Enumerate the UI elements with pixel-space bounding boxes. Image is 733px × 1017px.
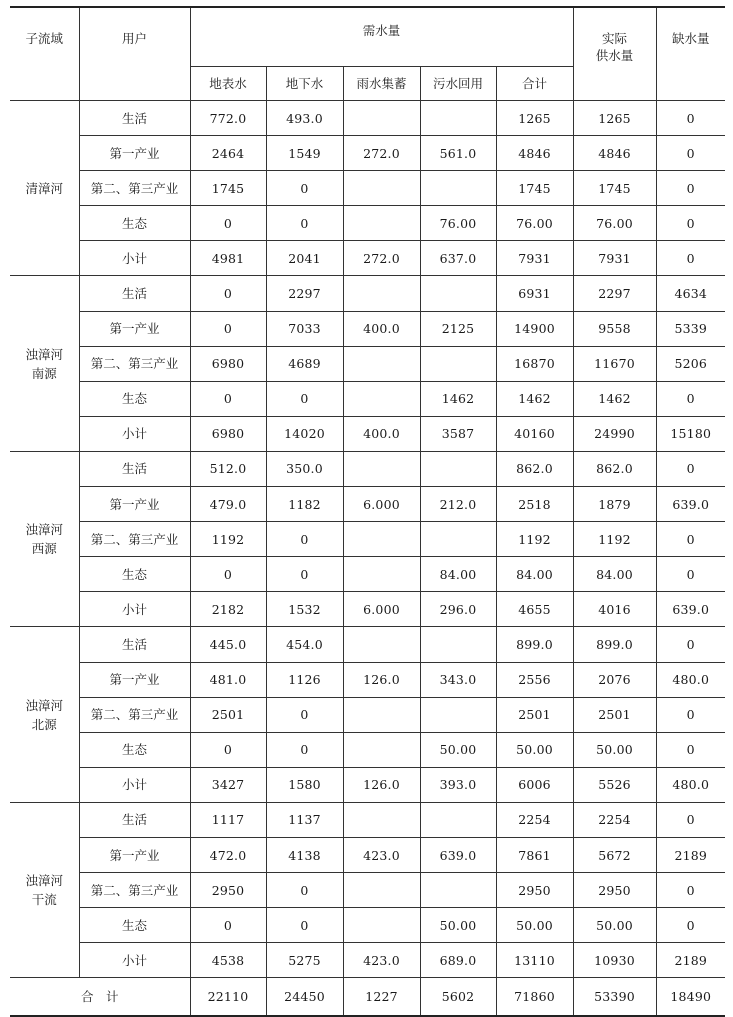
reclaimed-water-cell: 393.0: [420, 767, 496, 802]
surface-water-cell: 1192: [190, 522, 266, 557]
groundwater-cell: 1580: [266, 767, 343, 802]
shortage-cell: 0: [656, 206, 725, 241]
grand-total-row: [10, 978, 725, 1017]
user-cell: 生活: [79, 627, 190, 662]
groundwater-cell: 4689: [266, 346, 343, 381]
user-cell: 生态: [79, 908, 190, 943]
groundwater-cell: 5275: [266, 943, 343, 978]
surface-water-cell: 4538: [190, 943, 266, 978]
table-row: [10, 662, 725, 697]
actual-supply-cell: 2501: [573, 697, 656, 732]
reclaimed-water-cell: 1462: [420, 381, 496, 416]
actual-supply-cell: 1462: [573, 381, 656, 416]
user-cell: 生态: [79, 557, 190, 592]
subbasin-name-line: 浊漳河: [25, 522, 63, 538]
user-cell: 第一产业: [79, 487, 190, 522]
user-cell: 生态: [79, 732, 190, 767]
shortage-cell: 0: [656, 522, 725, 557]
header-rainwater: 雨水集蓄: [343, 67, 420, 101]
header-shortage: 缺水量: [656, 7, 725, 101]
groundwater-cell: 1137: [266, 802, 343, 837]
shortage-cell: 0: [656, 697, 725, 732]
surface-water-cell: 2464: [190, 136, 266, 171]
table-row: [10, 592, 725, 627]
actual-supply-cell: 76.00: [573, 206, 656, 241]
demand-total-cell: 40160: [496, 416, 573, 451]
user-cell: 生活: [79, 451, 190, 486]
actual-supply-cell: 1745: [573, 171, 656, 206]
user-cell: 生活: [79, 802, 190, 837]
demand-total-cell: 7861: [496, 837, 573, 872]
table-row: [10, 627, 725, 662]
reclaimed-water-cell: 50.00: [420, 908, 496, 943]
table-row: [10, 451, 725, 486]
shortage-cell: 5339: [656, 311, 725, 346]
demand-total-cell: 2501: [496, 697, 573, 732]
rainwater-cell: [343, 627, 420, 662]
subbasin-name: [10, 276, 79, 451]
table-row: [10, 557, 725, 592]
surface-water-cell: 6980: [190, 346, 266, 381]
rainwater-cell: 6.000: [343, 592, 420, 627]
rainwater-cell: 6.000: [343, 487, 420, 522]
user-cell: 小计: [79, 767, 190, 802]
subbasin-name: [10, 101, 79, 276]
groundwater-cell: 350.0: [266, 451, 343, 486]
table-row: [10, 697, 725, 732]
reclaimed-water-cell: [420, 627, 496, 662]
rainwater-cell: 272.0: [343, 241, 420, 276]
demand-total-cell: 4655: [496, 592, 573, 627]
table-row: [10, 136, 725, 171]
table-row: [10, 908, 725, 943]
subbasin-name-line: 西源: [31, 541, 57, 557]
subbasin-name-line: 南源: [31, 365, 57, 381]
water-balance-table: [10, 6, 725, 1017]
subbasin-name-line: 浊漳河: [25, 346, 63, 362]
shortage-cell: 639.0: [656, 592, 725, 627]
user-cell: 第二、第三产业: [79, 873, 190, 908]
shortage-cell: 15180: [656, 416, 725, 451]
table-row: [10, 101, 725, 136]
table-row: [10, 311, 725, 346]
surface-water-cell: 0: [190, 206, 266, 241]
rainwater-cell: [343, 451, 420, 486]
surface-water-cell: 481.0: [190, 662, 266, 697]
table-row: [10, 522, 725, 557]
actual-supply-cell: 1879: [573, 487, 656, 522]
shortage-cell: 4634: [656, 276, 725, 311]
rainwater-cell: [343, 171, 420, 206]
reclaimed-water-cell: 639.0: [420, 837, 496, 872]
grand-total-value: 18490: [656, 978, 725, 1017]
rainwater-cell: [343, 802, 420, 837]
rainwater-cell: [343, 908, 420, 943]
shortage-cell: 0: [656, 873, 725, 908]
groundwater-cell: 0: [266, 732, 343, 767]
rainwater-cell: [343, 101, 420, 136]
reclaimed-water-cell: 3587: [420, 416, 496, 451]
user-cell: 第二、第三产业: [79, 346, 190, 381]
surface-water-cell: 445.0: [190, 627, 266, 662]
groundwater-cell: 1532: [266, 592, 343, 627]
table-row: [10, 487, 725, 522]
actual-supply-cell: 10930: [573, 943, 656, 978]
groundwater-cell: 0: [266, 171, 343, 206]
reclaimed-water-cell: [420, 171, 496, 206]
demand-total-cell: 2518: [496, 487, 573, 522]
header-surface-water: 地表水: [190, 67, 266, 101]
reclaimed-water-cell: [420, 346, 496, 381]
actual-supply-cell: 2254: [573, 802, 656, 837]
surface-water-cell: 772.0: [190, 101, 266, 136]
surface-water-cell: 0: [190, 732, 266, 767]
rainwater-cell: 400.0: [343, 416, 420, 451]
rainwater-cell: [343, 732, 420, 767]
surface-water-cell: 3427: [190, 767, 266, 802]
demand-total-cell: 2950: [496, 873, 573, 908]
demand-total-cell: 76.00: [496, 206, 573, 241]
shortage-cell: 5206: [656, 346, 725, 381]
rainwater-cell: 423.0: [343, 837, 420, 872]
shortage-cell: 0: [656, 101, 725, 136]
table-header: [10, 7, 725, 101]
groundwater-cell: 1549: [266, 136, 343, 171]
actual-supply-cell: 11670: [573, 346, 656, 381]
table-row: [10, 381, 725, 416]
surface-water-cell: 512.0: [190, 451, 266, 486]
surface-water-cell: 0: [190, 311, 266, 346]
shortage-cell: 0: [656, 241, 725, 276]
actual-supply-cell: 24990: [573, 416, 656, 451]
shortage-cell: 0: [656, 171, 725, 206]
groundwater-cell: 0: [266, 557, 343, 592]
actual-supply-cell: 2950: [573, 873, 656, 908]
demand-total-cell: 899.0: [496, 627, 573, 662]
rainwater-cell: [343, 522, 420, 557]
table-row: [10, 802, 725, 837]
surface-water-cell: 1117: [190, 802, 266, 837]
demand-total-cell: 6006: [496, 767, 573, 802]
surface-water-cell: 479.0: [190, 487, 266, 522]
actual-supply-cell: 5526: [573, 767, 656, 802]
shortage-cell: 2189: [656, 943, 725, 978]
actual-supply-cell: 1192: [573, 522, 656, 557]
shortage-cell: 0: [656, 802, 725, 837]
groundwater-cell: 14020: [266, 416, 343, 451]
grand-total-value: 5602: [420, 978, 496, 1017]
surface-water-cell: 2950: [190, 873, 266, 908]
groundwater-cell: 2297: [266, 276, 343, 311]
user-cell: 第一产业: [79, 136, 190, 171]
demand-total-cell: 7931: [496, 241, 573, 276]
demand-total-cell: 1745: [496, 171, 573, 206]
actual-supply-cell: 9558: [573, 311, 656, 346]
surface-water-cell: 6980: [190, 416, 266, 451]
shortage-cell: 0: [656, 908, 725, 943]
header-demand-total: 合计: [496, 67, 573, 101]
groundwater-cell: 0: [266, 206, 343, 241]
table-row: [10, 873, 725, 908]
surface-water-cell: 1745: [190, 171, 266, 206]
shortage-cell: 0: [656, 732, 725, 767]
actual-supply-cell: 50.00: [573, 908, 656, 943]
table-row: [10, 767, 725, 802]
subbasin-name-line: 北源: [31, 716, 57, 732]
surface-water-cell: 472.0: [190, 837, 266, 872]
groundwater-cell: 493.0: [266, 101, 343, 136]
user-cell: 第二、第三产业: [79, 171, 190, 206]
demand-total-cell: 4846: [496, 136, 573, 171]
actual-supply-cell: 4016: [573, 592, 656, 627]
groundwater-cell: 0: [266, 873, 343, 908]
shortage-cell: 0: [656, 381, 725, 416]
actual-supply-cell: 1265: [573, 101, 656, 136]
grand-total-value: 71860: [496, 978, 573, 1017]
table-body: [10, 101, 725, 1017]
demand-total-cell: 6931: [496, 276, 573, 311]
grand-total-value: 53390: [573, 978, 656, 1017]
actual-supply-cell: 84.00: [573, 557, 656, 592]
groundwater-cell: 454.0: [266, 627, 343, 662]
table-row: [10, 732, 725, 767]
table-row: [10, 241, 725, 276]
demand-total-cell: 862.0: [496, 451, 573, 486]
shortage-cell: 0: [656, 627, 725, 662]
grand-total-value: 22110: [190, 978, 266, 1017]
rainwater-cell: [343, 873, 420, 908]
reclaimed-water-cell: 50.00: [420, 732, 496, 767]
demand-total-cell: 50.00: [496, 908, 573, 943]
reclaimed-water-cell: [420, 697, 496, 732]
surface-water-cell: 2501: [190, 697, 266, 732]
user-cell: 第二、第三产业: [79, 697, 190, 732]
actual-supply-cell: 4846: [573, 136, 656, 171]
reclaimed-water-cell: 296.0: [420, 592, 496, 627]
grand-total-value: 1227: [343, 978, 420, 1017]
user-cell: 小计: [79, 241, 190, 276]
user-cell: 第一产业: [79, 311, 190, 346]
reclaimed-water-cell: 76.00: [420, 206, 496, 241]
rainwater-cell: 126.0: [343, 767, 420, 802]
shortage-cell: 639.0: [656, 487, 725, 522]
groundwater-cell: 0: [266, 697, 343, 732]
surface-water-cell: 0: [190, 908, 266, 943]
table-row: [10, 346, 725, 381]
subbasin-name-line: 浊漳河: [25, 697, 63, 713]
shortage-cell: 2189: [656, 837, 725, 872]
actual-supply-cell: 50.00: [573, 732, 656, 767]
surface-water-cell: 0: [190, 557, 266, 592]
reclaimed-water-cell: [420, 802, 496, 837]
table-row: [10, 276, 725, 311]
subbasin-name-line: 浊漳河: [25, 873, 63, 889]
demand-total-cell: 50.00: [496, 732, 573, 767]
actual-supply-cell: 5672: [573, 837, 656, 872]
reclaimed-water-cell: [420, 873, 496, 908]
subbasin-name: [10, 451, 79, 626]
demand-total-cell: 14900: [496, 311, 573, 346]
header-user: 用户: [79, 7, 190, 101]
groundwater-cell: 1182: [266, 487, 343, 522]
reclaimed-water-cell: 2125: [420, 311, 496, 346]
demand-total-cell: 1192: [496, 522, 573, 557]
subbasin-name: [10, 627, 79, 802]
demand-total-cell: 1462: [496, 381, 573, 416]
surface-water-cell: 0: [190, 276, 266, 311]
rainwater-cell: 272.0: [343, 136, 420, 171]
groundwater-cell: 4138: [266, 837, 343, 872]
user-cell: 生态: [79, 381, 190, 416]
rainwater-cell: [343, 206, 420, 241]
user-cell: 第一产业: [79, 837, 190, 872]
rainwater-cell: 400.0: [343, 311, 420, 346]
shortage-cell: 0: [656, 557, 725, 592]
actual-supply-cell: 862.0: [573, 451, 656, 486]
rainwater-cell: [343, 697, 420, 732]
demand-total-cell: 2556: [496, 662, 573, 697]
header-groundwater: 地下水: [266, 67, 343, 101]
subbasin-name-line: 清漳河: [25, 180, 63, 196]
reclaimed-water-cell: [420, 451, 496, 486]
reclaimed-water-cell: [420, 522, 496, 557]
demand-total-cell: 84.00: [496, 557, 573, 592]
user-cell: 小计: [79, 592, 190, 627]
actual-supply-cell: 899.0: [573, 627, 656, 662]
actual-supply-cell: 7931: [573, 241, 656, 276]
shortage-cell: 480.0: [656, 767, 725, 802]
table-row: [10, 837, 725, 872]
groundwater-cell: 0: [266, 381, 343, 416]
groundwater-cell: 1126: [266, 662, 343, 697]
reclaimed-water-cell: 84.00: [420, 557, 496, 592]
header-demand: 需水量: [190, 7, 573, 67]
subbasin-name-line: 干流: [31, 892, 57, 908]
shortage-cell: 0: [656, 136, 725, 171]
demand-total-cell: 16870: [496, 346, 573, 381]
rainwater-cell: 423.0: [343, 943, 420, 978]
actual-supply-cell: 2297: [573, 276, 656, 311]
rainwater-cell: [343, 557, 420, 592]
groundwater-cell: 7033: [266, 311, 343, 346]
shortage-cell: 0: [656, 451, 725, 486]
grand-total-label: 合 计: [10, 978, 190, 1017]
shortage-cell: 480.0: [656, 662, 725, 697]
header-reclaimed-water: 污水回用: [420, 67, 496, 101]
reclaimed-water-cell: 561.0: [420, 136, 496, 171]
user-cell: 小计: [79, 416, 190, 451]
grand-total-value: 24450: [266, 978, 343, 1017]
surface-water-cell: 2182: [190, 592, 266, 627]
user-cell: 小计: [79, 943, 190, 978]
table-row: [10, 943, 725, 978]
demand-total-cell: 1265: [496, 101, 573, 136]
surface-water-cell: 0: [190, 381, 266, 416]
reclaimed-water-cell: [420, 101, 496, 136]
rainwater-cell: [343, 276, 420, 311]
groundwater-cell: 2041: [266, 241, 343, 276]
reclaimed-water-cell: 343.0: [420, 662, 496, 697]
rainwater-cell: [343, 346, 420, 381]
rainwater-cell: 126.0: [343, 662, 420, 697]
user-cell: 第二、第三产业: [79, 522, 190, 557]
reclaimed-water-cell: 212.0: [420, 487, 496, 522]
table-row: [10, 416, 725, 451]
user-cell: 生活: [79, 101, 190, 136]
rainwater-cell: [343, 381, 420, 416]
user-cell: 生活: [79, 276, 190, 311]
user-cell: 生态: [79, 206, 190, 241]
subbasin-name: [10, 802, 79, 977]
reclaimed-water-cell: 637.0: [420, 241, 496, 276]
demand-total-cell: 13110: [496, 943, 573, 978]
groundwater-cell: 0: [266, 522, 343, 557]
demand-total-cell: 2254: [496, 802, 573, 837]
header-subbasin: 子流域: [10, 7, 79, 101]
reclaimed-water-cell: [420, 276, 496, 311]
table-row: [10, 206, 725, 241]
table-row: [10, 171, 725, 206]
surface-water-cell: 4981: [190, 241, 266, 276]
user-cell: 第一产业: [79, 662, 190, 697]
reclaimed-water-cell: 689.0: [420, 943, 496, 978]
groundwater-cell: 0: [266, 908, 343, 943]
actual-supply-cell: 2076: [573, 662, 656, 697]
header-actual-supply: 实际 供水量: [573, 7, 656, 101]
